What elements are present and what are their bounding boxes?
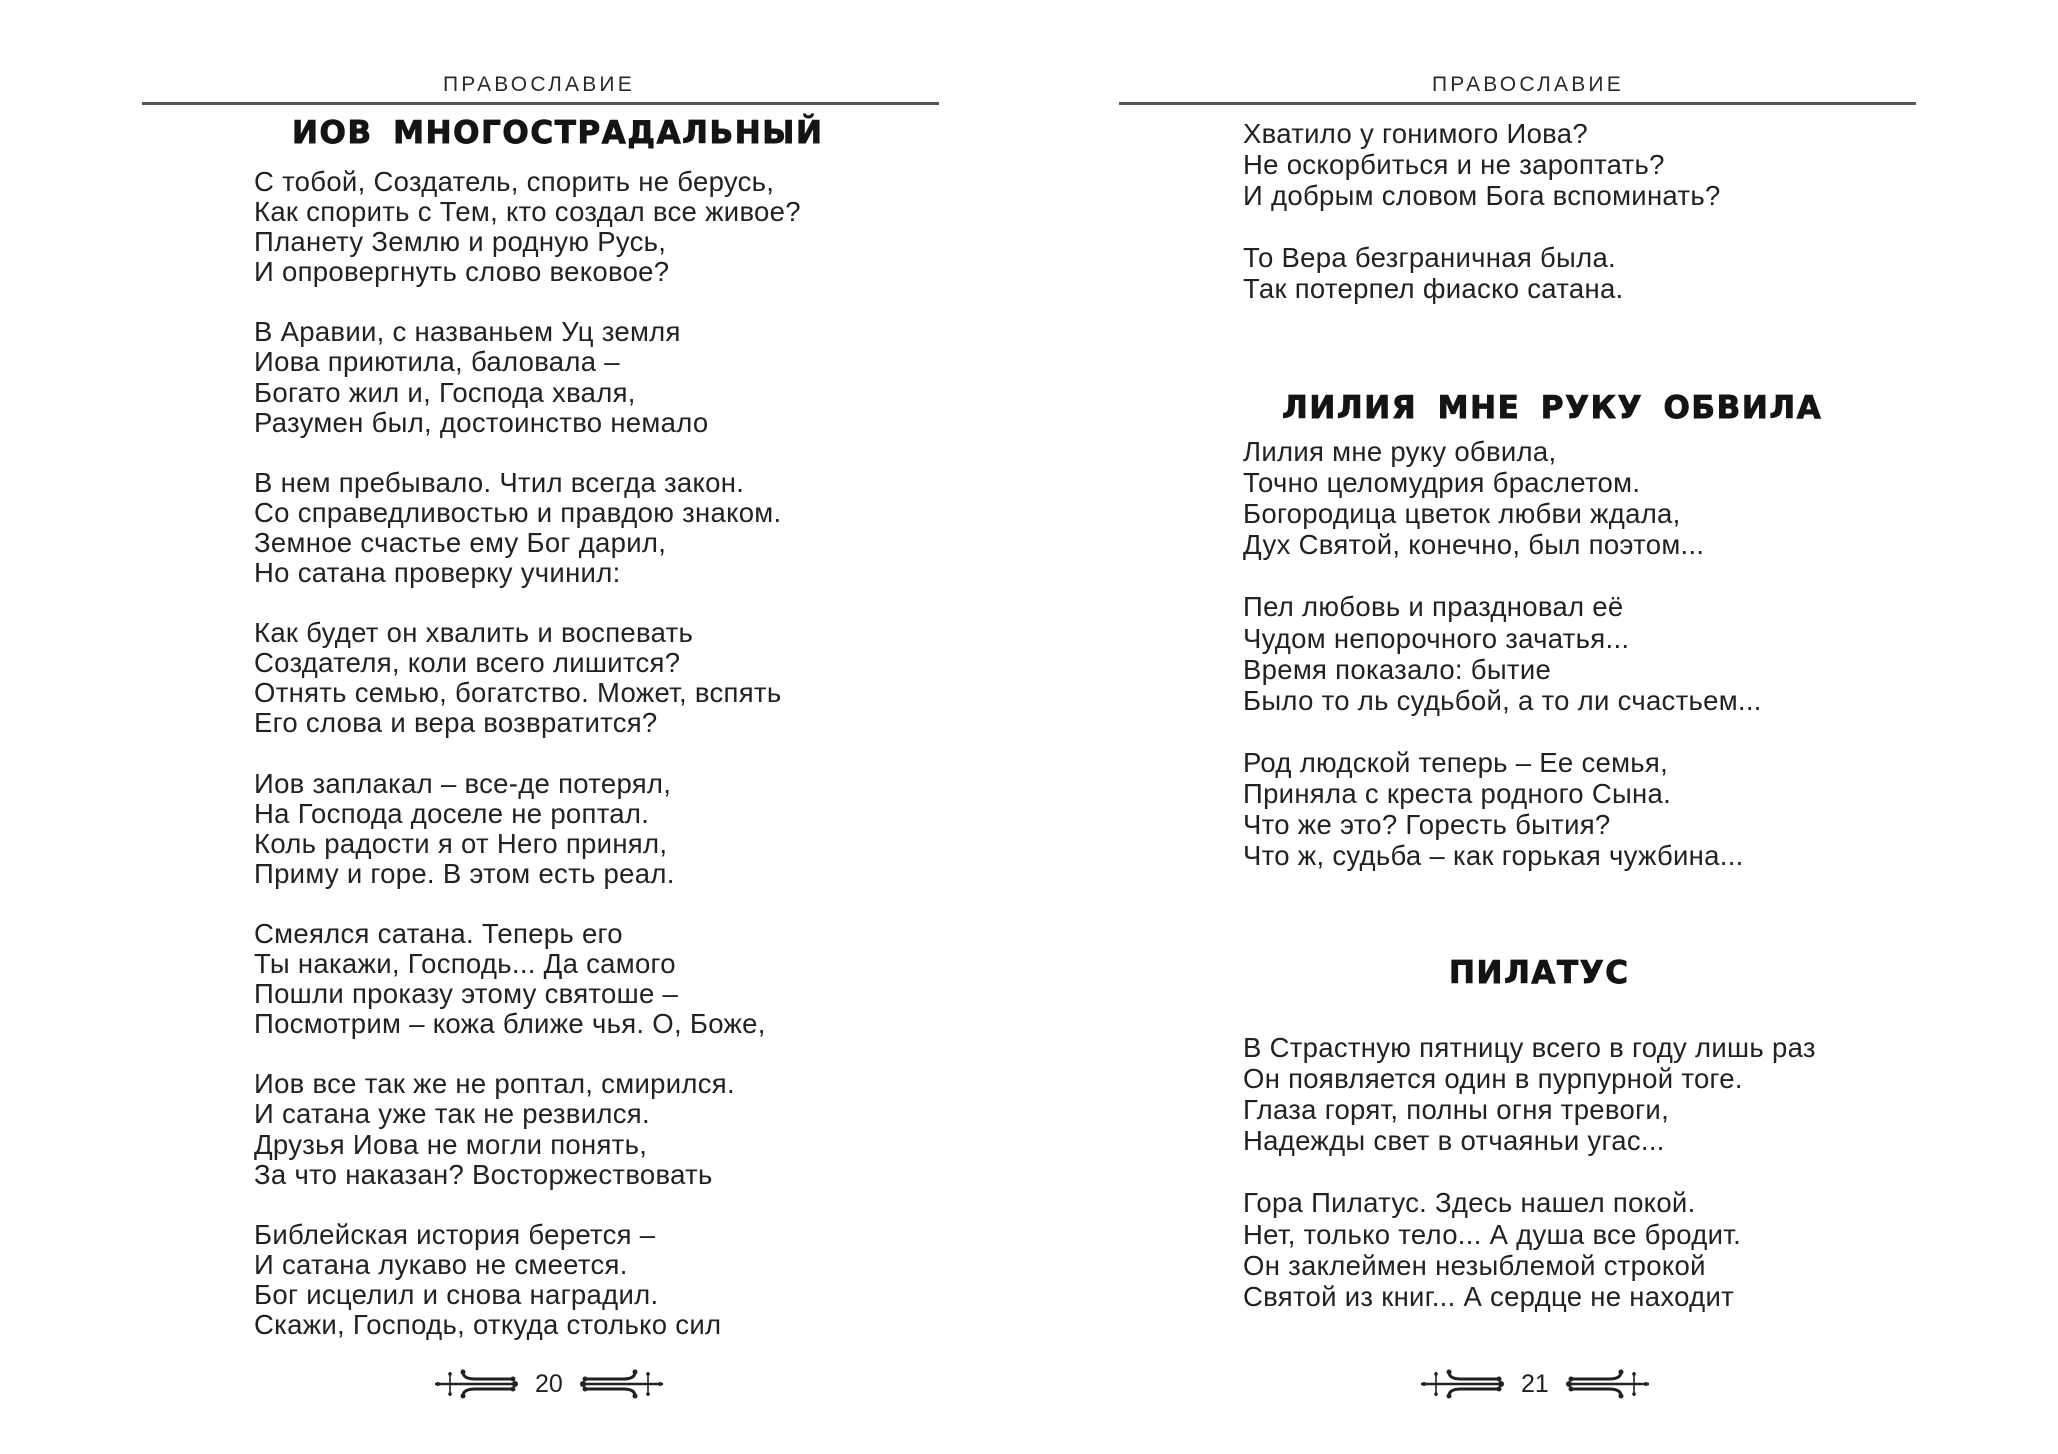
stanza-gap <box>1243 716 1762 747</box>
verse-line: Он заклеймен незыблемой строкой <box>1243 1249 1706 1281</box>
poem-title: ИОВ МНОГОСТРАДАЛЬНЫЙ <box>292 115 824 151</box>
verse-line: И добрым словом Бога вспоминать? <box>1243 180 1721 212</box>
header-rule <box>142 102 939 105</box>
verse-line: Смеялся сатана. Теперь его <box>254 917 623 949</box>
verse-line: Земное счастье ему Бог дарил, <box>254 526 667 558</box>
verse-line: Планету Землю и родную Русь, <box>254 226 667 258</box>
verse-line: Коль радости я от Него принял, <box>254 827 668 859</box>
verse-line: Гора Пилатус. Здесь нашел покой. <box>1243 1187 1696 1219</box>
stanza-gap <box>254 1190 801 1220</box>
verse-line: Лилия мне руку обвила, <box>1243 436 1557 467</box>
verse-line: Друзья Иова не могли понять, <box>254 1128 648 1160</box>
verse-line: В нем пребывало. Чтил всегда закон. <box>254 466 745 498</box>
verse-line: Как спорить с Тем, кто создал все живое? <box>254 196 801 228</box>
verse-line: Святой из книг... А сердце не находит <box>1243 1280 1735 1312</box>
verse-line: Глаза горят, полны огня тревоги, <box>1243 1094 1670 1126</box>
verse-line: Время показало: бытие <box>1243 653 1552 685</box>
verse-line: Иова приютила, баловала – <box>254 346 620 378</box>
right-page <box>1029 0 2058 1454</box>
ornament-right-icon <box>577 1368 665 1400</box>
verse-line: И сатана лукаво не смеется. <box>254 1248 628 1280</box>
ornament-right-icon <box>1563 1368 1651 1400</box>
verse-line: Бог исцелил и снова наградил. <box>254 1278 659 1310</box>
verse-line: Нет, только тело... А душа все бродит. <box>1243 1218 1742 1250</box>
verse-line: Богато жил и, Господа хваля, <box>254 376 636 408</box>
verse-line: Ты накажи, Господь... Да самого <box>254 948 676 980</box>
verse-line: Пел любовь и праздновал её <box>1243 591 1624 623</box>
verse-line: Как будет он хвалить и воспевать <box>254 617 694 649</box>
stanza-gap <box>254 889 801 919</box>
verse-line: Но сатана проверку учинил: <box>254 557 621 589</box>
poem-body <box>254 167 801 1340</box>
page-folio <box>433 1368 665 1400</box>
verse-line: Богородица цветок любви ждала, <box>1243 498 1681 530</box>
verse-line: За что наказан? Восторжествовать <box>254 1158 713 1190</box>
verse-line: Что же это? Горесть бытия? <box>1243 809 1611 841</box>
poem-title: ПИЛАТУС <box>1449 955 1630 991</box>
verse-line: И сатана уже так не резвился. <box>254 1098 650 1130</box>
running-head: ПРАВОСЛАВИЕ <box>1432 73 1624 96</box>
stanza-gap <box>1243 211 1721 242</box>
stanza-gap <box>254 1039 801 1069</box>
verse-line: Он появляется один в пурпурной тоге. <box>1243 1063 1743 1095</box>
verse-line: Иов все так же не роптал, смирился. <box>254 1068 735 1100</box>
verse-line: Приму и горе. В этом есть реал. <box>254 857 675 889</box>
page-folio <box>1419 1368 1651 1400</box>
verse-line: Не оскорбиться и не зароптать? <box>1243 149 1665 181</box>
verse-line: Пошли проказу этому святоше – <box>254 978 679 1010</box>
page-number: 20 <box>535 1370 563 1398</box>
verse-line: Было то ль судьбой, а то ли счастьем... <box>1243 684 1762 716</box>
verse-line: Чудом непорочного зачатья... <box>1243 622 1630 654</box>
verse-line: Его слова и вера возвратится? <box>254 707 658 739</box>
verse-line: Так потерпел фиаско сатана. <box>1243 273 1624 305</box>
stanza-gap <box>254 588 801 618</box>
verse-line: Приняла с креста родного Сына. <box>1243 778 1672 810</box>
stanza-gap <box>1243 560 1762 591</box>
verse-line: Род людской теперь – Ее семья, <box>1243 746 1669 778</box>
verse-line: В Страстную пятницу всего в году лишь раз <box>1243 1032 1816 1063</box>
poem-title: ЛИЛИЯ МНЕ РУКУ ОБВИЛА <box>1282 390 1823 426</box>
poem-body <box>1243 1032 1816 1312</box>
verse-line: Дух Святой, конечно, был поэтом... <box>1243 529 1705 561</box>
verse-line: Библейская история берется – <box>254 1218 656 1250</box>
verse-line: Отнять семью, богатство. Может, вспять <box>254 677 782 709</box>
verse-line: Иов заплакал – все-де потерял, <box>254 767 672 799</box>
verse-line: Надежды свет в отчаяньи угас... <box>1243 1125 1665 1157</box>
verse-line: Хватило у гонимого Иова? <box>1243 118 1588 149</box>
verse-line: И опровергнуть слово вековое? <box>254 256 670 288</box>
stanza-gap <box>254 438 801 468</box>
poem-body <box>1243 436 1762 871</box>
verse-line: Точно целомудрия браслетом. <box>1243 467 1641 499</box>
page-number: 21 <box>1521 1370 1549 1398</box>
stanza-gap <box>254 738 801 768</box>
ornament-left-icon <box>433 1368 521 1400</box>
verse-line: В Аравии, с названьем Уц земля <box>254 316 681 348</box>
stanza-gap <box>1243 1156 1816 1187</box>
verse-line: Скажи, Господь, откуда столько сил <box>254 1308 722 1340</box>
header-rule <box>1119 102 1916 105</box>
verse-line: Что ж, судьба – как горькая чужбина... <box>1243 840 1744 872</box>
ornament-left-icon <box>1419 1368 1507 1400</box>
verse-line: С тобой, Создатель, спорить не берусь, <box>254 166 775 197</box>
running-head: ПРАВОСЛАВИЕ <box>443 73 635 96</box>
verse-line: Создателя, коли всего лишится? <box>254 647 681 679</box>
stanza-gap <box>254 287 801 317</box>
verse-line: Разумен был, достоинство немало <box>254 406 709 438</box>
verse-line: То Вера безграничная была. <box>1243 242 1616 274</box>
verse-line: На Господа доселе не роптал. <box>254 797 650 829</box>
verse-line: Посмотрим – кожа ближе чья. О, Боже, <box>254 1008 766 1040</box>
verse-line: Со справедливостью и правдою знаком. <box>254 496 782 528</box>
poem-continuation <box>1243 118 1721 305</box>
